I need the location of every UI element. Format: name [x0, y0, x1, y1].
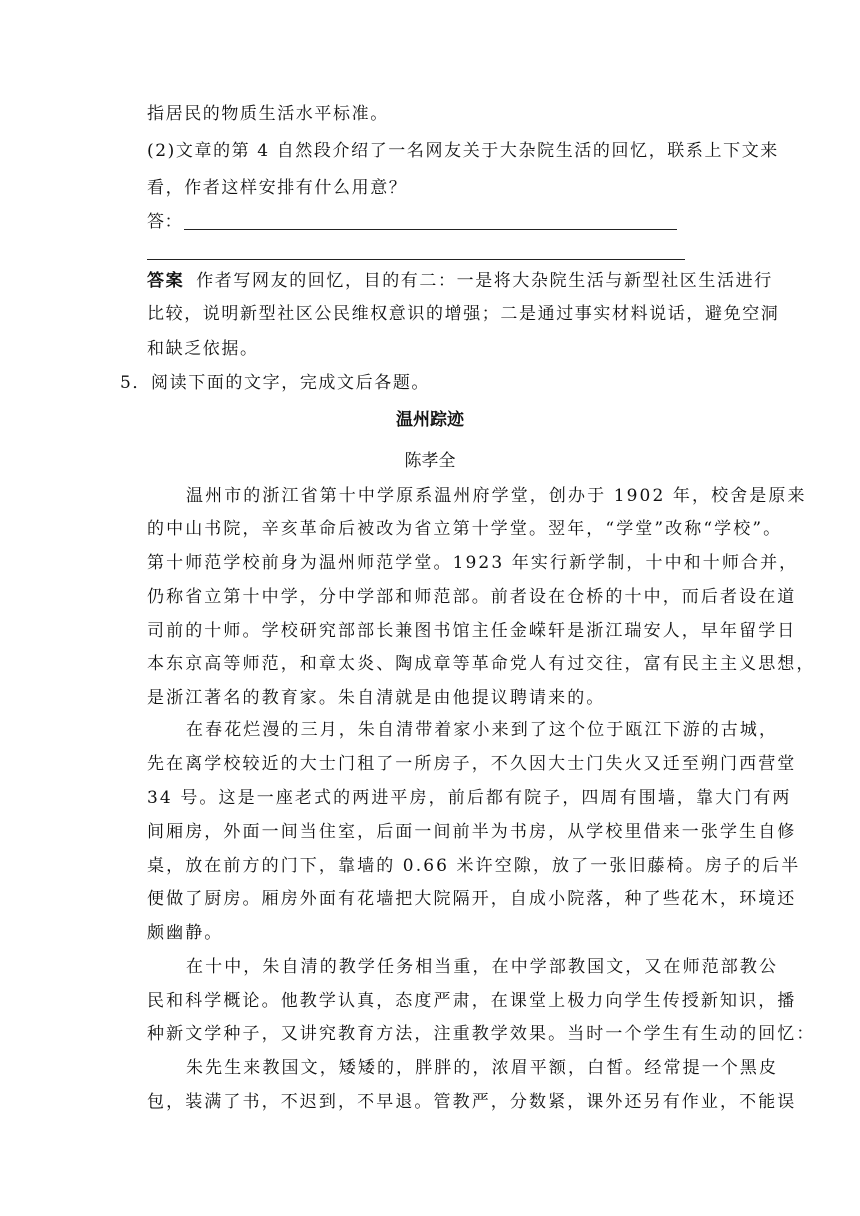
passage-line: 本东京高等师范，和章太炎、陶成章等革命党人有过交往，富有民主主义思想， — [147, 654, 816, 674]
passage-line: 司前的十师。学校研究部部长兼图书馆主任金嵘轩是浙江瑞安人，早年留学日 — [147, 621, 797, 641]
passage-line: 的中山书院，辛亥革命后被改为省立第十学堂。翌年，“学堂”改称“学校”。 — [147, 519, 783, 539]
passage-line: 在十中，朱自清的教学任务相当重，在中学部教国文，又在师范部教公 — [186, 957, 779, 977]
passage-line: 34 号。这是一座老式的两进平房，前后都有院子，四周有围墙，靠大门有两 — [147, 788, 792, 808]
passage-line: 民和科学概论。他教学认真，态度严肃，在课堂上极力向学生传授新知识，播 — [147, 991, 797, 1011]
question-2-line-2: 看，作者这样安排有什么用意？ — [147, 178, 408, 198]
passage-line: 是浙江著名的教育家。朱自清就是由他提议聘请来的。 — [147, 688, 606, 708]
passage-line: 便做了厨房。厢房外面有花墙把大院隔开，自成小院落，种了些花木，环境还 — [147, 889, 797, 909]
answer-line-2: 比较，说明新型社区公民维权意识的增强；二是通过事实材料说话，避免空洞 — [147, 304, 780, 324]
passage-line: 朱先生来教国文，矮矮的，胖胖的，浓眉平额，白皙。经常提一个黑皮 — [186, 1058, 779, 1078]
answer-label: 答案 — [147, 271, 185, 291]
answer-line-1 — [147, 270, 773, 292]
passage-line: 包，装满了书，不迟到，不早退。管教严，分数紧，课外还另有作业，不能误 — [147, 1092, 797, 1112]
passage-line: 桌，放在前方的门下，靠墙的 0.66 米许空隙，放了一张旧藤椅。房子的后半 — [147, 856, 801, 876]
answer-text: 作者写网友的回忆，目的有二：一是将大杂院生活与新型社区生活进行 — [196, 271, 773, 291]
answer-blank-line-2 — [147, 259, 685, 260]
question-2-line-1: (2)文章的第 4 自然段介绍了一名网友关于大杂院生活的回忆，联系上下文来 — [147, 141, 779, 161]
answer-prefix: 答： — [147, 212, 183, 232]
passage-line: 温州市的浙江省第十中学原系温州府学堂，创办于 1902 年，校舍是原来 — [186, 486, 807, 506]
passage-line: 第十师范学校前身为温州师范学堂。1923 年实行新学制，十中和十师合并， — [147, 553, 799, 573]
passage-line: 颇幽静。 — [147, 923, 224, 943]
answer-line-3: 和缺乏依据。 — [147, 339, 259, 359]
passage-line: 种新文学种子，又讲究教育方法，注重教学效果。当时一个学生有生动的回忆： — [147, 1024, 816, 1044]
passage-author: 陈孝全 — [404, 451, 456, 471]
passage-title: 温州踪迹 — [396, 410, 464, 430]
text-line: 指居民的物质生活水平标准。 — [147, 104, 389, 124]
question-5: 5．阅读下面的文字，完成文后各题。 — [120, 373, 431, 393]
passage-line: 在春花烂漫的三月，朱自清带着家小来到了这个位于瓯江下游的古城， — [186, 720, 779, 740]
passage-line: 先在离学校较近的大士门租了一所房子，不久因大士门失火又迁至朔门西营堂 — [147, 754, 797, 774]
answer-blank-line-1 — [184, 229, 677, 230]
passage-line: 间厢房，外面一间当住室，后面一间前半为书房，从学校里借来一张学生自修 — [147, 822, 797, 842]
passage-line: 仍称省立第十中学，分中学部和师范部。前者设在仓桥的十中，而后者设在道 — [147, 587, 797, 607]
